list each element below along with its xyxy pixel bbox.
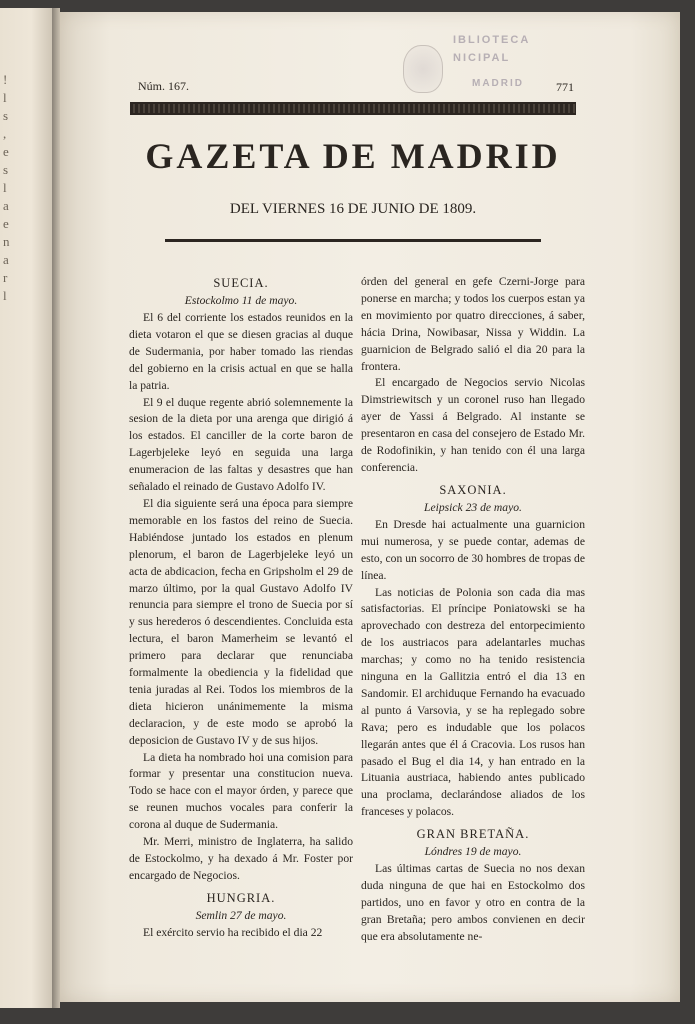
article-column-right [361, 274, 585, 946]
article-paragraph: El 9 el duque regente abrió solemnemente la sesion de la dieta por una arenga que dirigió á los estados. El canciller de la corte baron de Lagerbjeleke leyó en seguida una larga enumeracion de las faltas y desastres que han señalado el reinado de Gustavo Adolfo IV. [129, 395, 353, 494]
dateline: Leipsick 23 de mayo. [424, 500, 522, 514]
stamp-text-line-3: MADRID [472, 78, 524, 89]
issue-number: Núm. 167. [138, 79, 189, 93]
article-paragraph: La dieta ha nombrado hoi una comision para formar y presentar una constitucion nueva. Todo se hace con el mayor órden, y parece que se reunen muchos vocales para conferir la corona al duque de Sudermania. [129, 750, 353, 832]
section-heading: GRAN BRETAÑA. [416, 827, 530, 842]
facing-page-mark: ! [3, 72, 8, 87]
article-paragraph: El 6 del corriente los estados reunidos en la dieta votaron el que se diesen gracias al duque de Sudermania, por haber tomado las riendas del gobierno en la crisis actual en que se halla la patria. [129, 311, 353, 392]
facing-page-mark: s [3, 162, 9, 177]
article-paragraph: El encargado de Negocios servio Nicolas Dimstriewitsch y un coronel ruso han llegado ayer de Yassi á Belgrado. Al instante se presentaron en casa del consejero de Estado Mr. de Rodofinikin, y han tenido con él una larga conferencia. [361, 376, 585, 474]
facing-page-mark: e [3, 144, 9, 159]
facing-page-mark: e [3, 216, 9, 231]
article-paragraph: El exército servio ha recibido el dia 22 [143, 925, 323, 939]
issue-date: DEL VIERNES 16 DE JUNIO DE 1809. [229, 201, 477, 217]
facing-page-mark: r [3, 270, 8, 285]
article-paragraph: Mr. Merri, ministro de Inglaterra, ha salido de Estockolmo, y ha dexado á Mr. Foster por encargado de Negocios. [129, 835, 353, 882]
article-paragraph: En Dresde hai actualmente una guarnicion mui numerosa, y se puede contar, ademas de esto, con un socorro de 30 hombres de tropas de línea. [361, 517, 585, 582]
facing-page-mark: l [3, 288, 7, 303]
article-paragraph: órden del general en gefe Czerni-Jorge para ponerse en marcha; y todos los cuerpos estan ya en movimiento por quatro direcciones, á saber, hácia Drina, Nowibasar, Nissa y Widdin. La guarnicion de Belgrado salió el dia 20 para la frontera. [361, 275, 585, 373]
section-heading: HUNGRIA. [206, 890, 276, 905]
article-paragraph: Las noticias de Polonia son cada dia mas satisfactorias. El príncipe Poniatowski se ha aprovechado con destreza del entorpecimiento de los austriacos para adelantarles muchas marchas; y como no ha tenido resistencia ninguna en la Gallitzia entró el dia 13 en Sandomir. El archiduque Fernando ha evacuado al punto á Varsovia, y se ha replegado sobre Rava; pero es indudable que los polacos llegarán antes que él á Cracovia. Los rusos han pasado el Bug el dia 14, y han entrado en la Lituania austriaca, habiendo antes publicado una proclama, declarándose aliados de los franceses y polacos. [361, 585, 585, 819]
facing-page-mark: a [3, 252, 9, 267]
facing-page-mark: l [3, 180, 7, 195]
facing-page-mark: , [3, 126, 7, 141]
section-heading: SUECIA. [213, 276, 269, 290]
article-paragraph: El dia siguiente será una época para siempre memorable en los fastos del reino de Suecia. Habiéndose juntado los estados en plenum plenorum, el baron de Lagerbjeleke leyó un acta de abdicacion, fecha en Gripsholm el 29 de marzo último, por la qual Gustavo Adolfo IV renuncia para siempre el trono de Suecia por sí y sus herederos ó descendientes. Concluida esta lectura, el baron Mamerheim se levantó el primero para declarar que renunciaba formalmente la obediencia y la fidelidad que tenia juradas al Rei. Todos los miembros de la dieta hicieron unánimemente la misma declaracion, y de este modo se aprobó la deposicion de Gustavo IV y de sus hijos. [129, 496, 353, 747]
article-paragraph: Las últimas cartas de Suecia no nos dexan duda ninguna de que hai en Estockolmo dos partidos, uno en favor y otro en contra de la gran Bretaña; pero ambos convienen en decir que era absolutamente ne- [361, 862, 585, 943]
newspaper-title: GAZETA DE MADRID [145, 136, 561, 176]
facing-page-mark: a [3, 198, 9, 213]
stamp-text-line-1: IBLIOTECA [453, 34, 531, 46]
library-seal-stamp [403, 45, 443, 93]
dateline: Lóndres 19 de mayo. [424, 845, 522, 859]
header-rule-bottom [165, 239, 541, 242]
dateline: Estockolmo 11 de mayo. [184, 294, 298, 307]
header-rule-top [130, 102, 576, 115]
stamp-text-line-2: NICIPAL [453, 52, 511, 64]
book-spine [52, 8, 60, 1008]
page-number: 771 [556, 80, 574, 94]
newspaper-page [60, 12, 680, 1002]
dateline: Semlin 27 de mayo. [195, 908, 287, 922]
section-heading: SAXONIA. [439, 482, 507, 497]
facing-page-mark: n [3, 234, 10, 249]
facing-page-mark: s [3, 108, 9, 123]
facing-page-edge [0, 8, 53, 1008]
facing-page-mark: l [3, 90, 7, 105]
article-column-left [129, 274, 353, 942]
